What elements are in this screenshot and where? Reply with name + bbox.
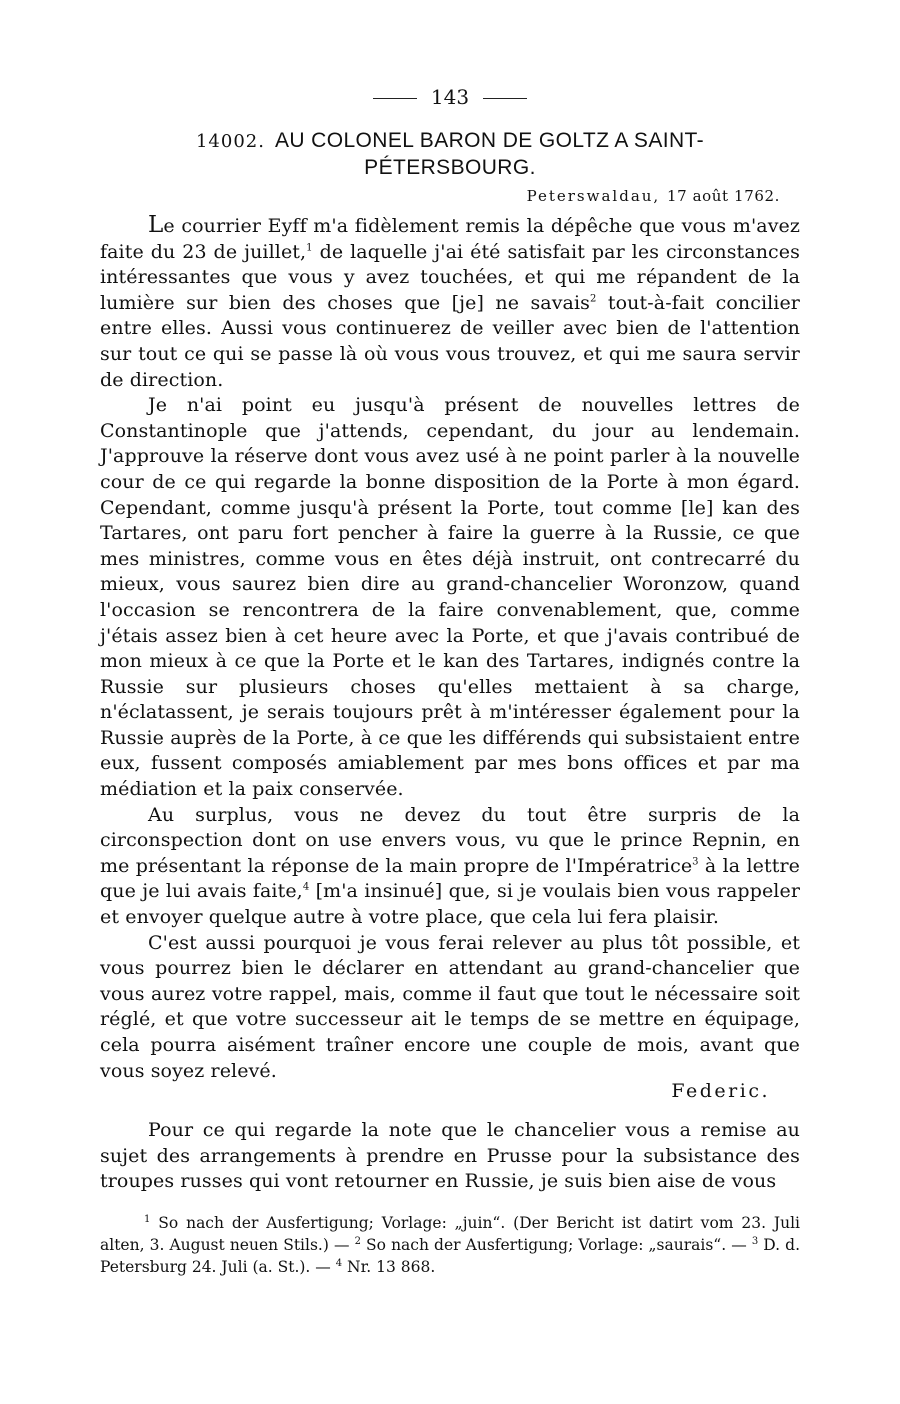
footnote-ref-3: 3 xyxy=(692,856,699,868)
left-rule xyxy=(373,98,417,99)
footnote-marker-2: 2 xyxy=(354,1235,361,1247)
paragraph-1-text-a: e courrier Eyff m'a fidèlement remis la dépêche que vous m'avez faite du 23 de juillet, xyxy=(100,215,800,263)
footnote-ref-2: 2 xyxy=(590,293,597,305)
paragraph-1 xyxy=(100,213,800,393)
letter-heading xyxy=(118,128,782,181)
footnote-ref-4: 4 xyxy=(302,882,310,894)
footnote-marker-1: 1 xyxy=(144,1213,151,1225)
paragraph-2: Je n'ai point eu jusqu'à présent de nouvelles lettres de Constantinople que j'attends, cependant, du jour au lendemain. J'approuve la réserve dont vous avez usé à ne point parler à la nouvelle cour de ce qui regarde la bonne disposition de la Porte à mon égard. Cependant, comme jusqu'à présent la Porte, tout comme [le] kan des Tartares, ont paru fort pencher à faire la guerre à la Russie, ce que mes ministres, comme vous en êtes déjà instruit, ont contrecarré du mieux, vous saurez bien dire au grand-chancelier Woronzow, quand l'occasion se rencontrera de la faire convenablement, que, comme j'étais assez bien à cet heure avec la Porte, et que j'avais contribué de mon mieux à ce que la Porte et le kan des Tartares, indignés contre la Russie sur plusieurs choses qu'elles mettaient à sa charge, n'éclatassent, je serais toujours prêt à m'intéresser également pour la Russie auprès de la Porte, à ce que les différends qui subsistaient entre eux, fussent composés amiablement par mes bons offices et par ma médiation et la paix conservée. xyxy=(100,394,800,801)
signature: Federic. xyxy=(671,1080,770,1103)
paragraph-3 xyxy=(100,803,800,931)
footnote-2-text: So nach der Ausfertigung; Vorlage: „saurais“. — xyxy=(360,1236,752,1254)
drop-cap: L xyxy=(148,212,164,238)
footnote-marker-4: 4 xyxy=(335,1257,343,1269)
paragraph-3-text-a: Au surplus, vous ne devez du tout être surpris de la circonspection dont on use envers vous, vu que le prince Repnin, en me présentant la réponse de la main propre de l'Impératrice xyxy=(100,803,800,877)
paragraph-1-text-c: tout-à-fait concilier entre elles. Aussi vous continuerez de veiller avec bien de l'attention sur tout ce qui se passe là où vous vous trouvez, et qui me saura servir de direction. xyxy=(100,291,800,391)
footnote-ref-1: 1 xyxy=(306,242,313,254)
paragraph-3-text-b: à la lettre que je lui avais faite, xyxy=(100,854,800,903)
footnote-1-text: So nach der Ausfertigung; Vorlage: „juin“. (Der Bericht ist datirt vom 23. Juli alten, 3. August neuen Stils.) — xyxy=(100,1214,800,1254)
footnote-marker-3: 3 xyxy=(751,1235,759,1247)
letter-title: AU COLONEL BARON DE GOLTZ A SAINT-PÉTERSBOURG. xyxy=(274,129,704,179)
footnote-4-text: Nr. 13 868. xyxy=(342,1258,436,1276)
footnotes xyxy=(100,1212,800,1278)
paragraph-1-text-b: de laquelle j'ai été satisfait par les circonstances intéressantes que vous y avez touchées, et qui me répandent de la lumière sur bien des choses que [je] ne savais xyxy=(100,240,800,314)
paragraph-3-text-c: [m'a insinué] que, si je voulais bien vous rappeler et envoyer quelque autre à votre place, que cela lui fera plaisir. xyxy=(100,880,801,929)
dateline xyxy=(100,185,780,207)
paragraph-5: Pour ce qui regarde la note que le chancelier vous a remise au sujet des arrangements à prendre en Prusse pour la subsistance des troupes russes qui vont retourner en Russie, je suis bien aise de vous xyxy=(100,1119,800,1193)
page-body xyxy=(100,84,800,1195)
right-rule xyxy=(483,98,527,99)
footnote-3-text: D. d. Petersburg 24. Juli (a. St.). — xyxy=(100,1236,801,1276)
paragraph-4: C'est aussi pourquoi je vous ferai relever au plus tôt possible, et vous pourrez bien le déclarer en attendant au grand-chancelier que vous aurez votre rappel, mais, comme il faut que tout le nécessaire soit réglé, et que votre successeur ait le temps de se mettre en équipage, cela pourra aisément traîner encore une couple de mois, avant que vous soyez relevé. xyxy=(100,931,800,1082)
place: Peterswaldau, xyxy=(526,187,661,205)
footnote-block xyxy=(100,1212,800,1278)
page-number-value: 143 xyxy=(430,85,470,109)
date: 17 août 1762. xyxy=(666,187,780,205)
letter-number: 14002. xyxy=(195,131,265,152)
page-number xyxy=(100,84,800,110)
